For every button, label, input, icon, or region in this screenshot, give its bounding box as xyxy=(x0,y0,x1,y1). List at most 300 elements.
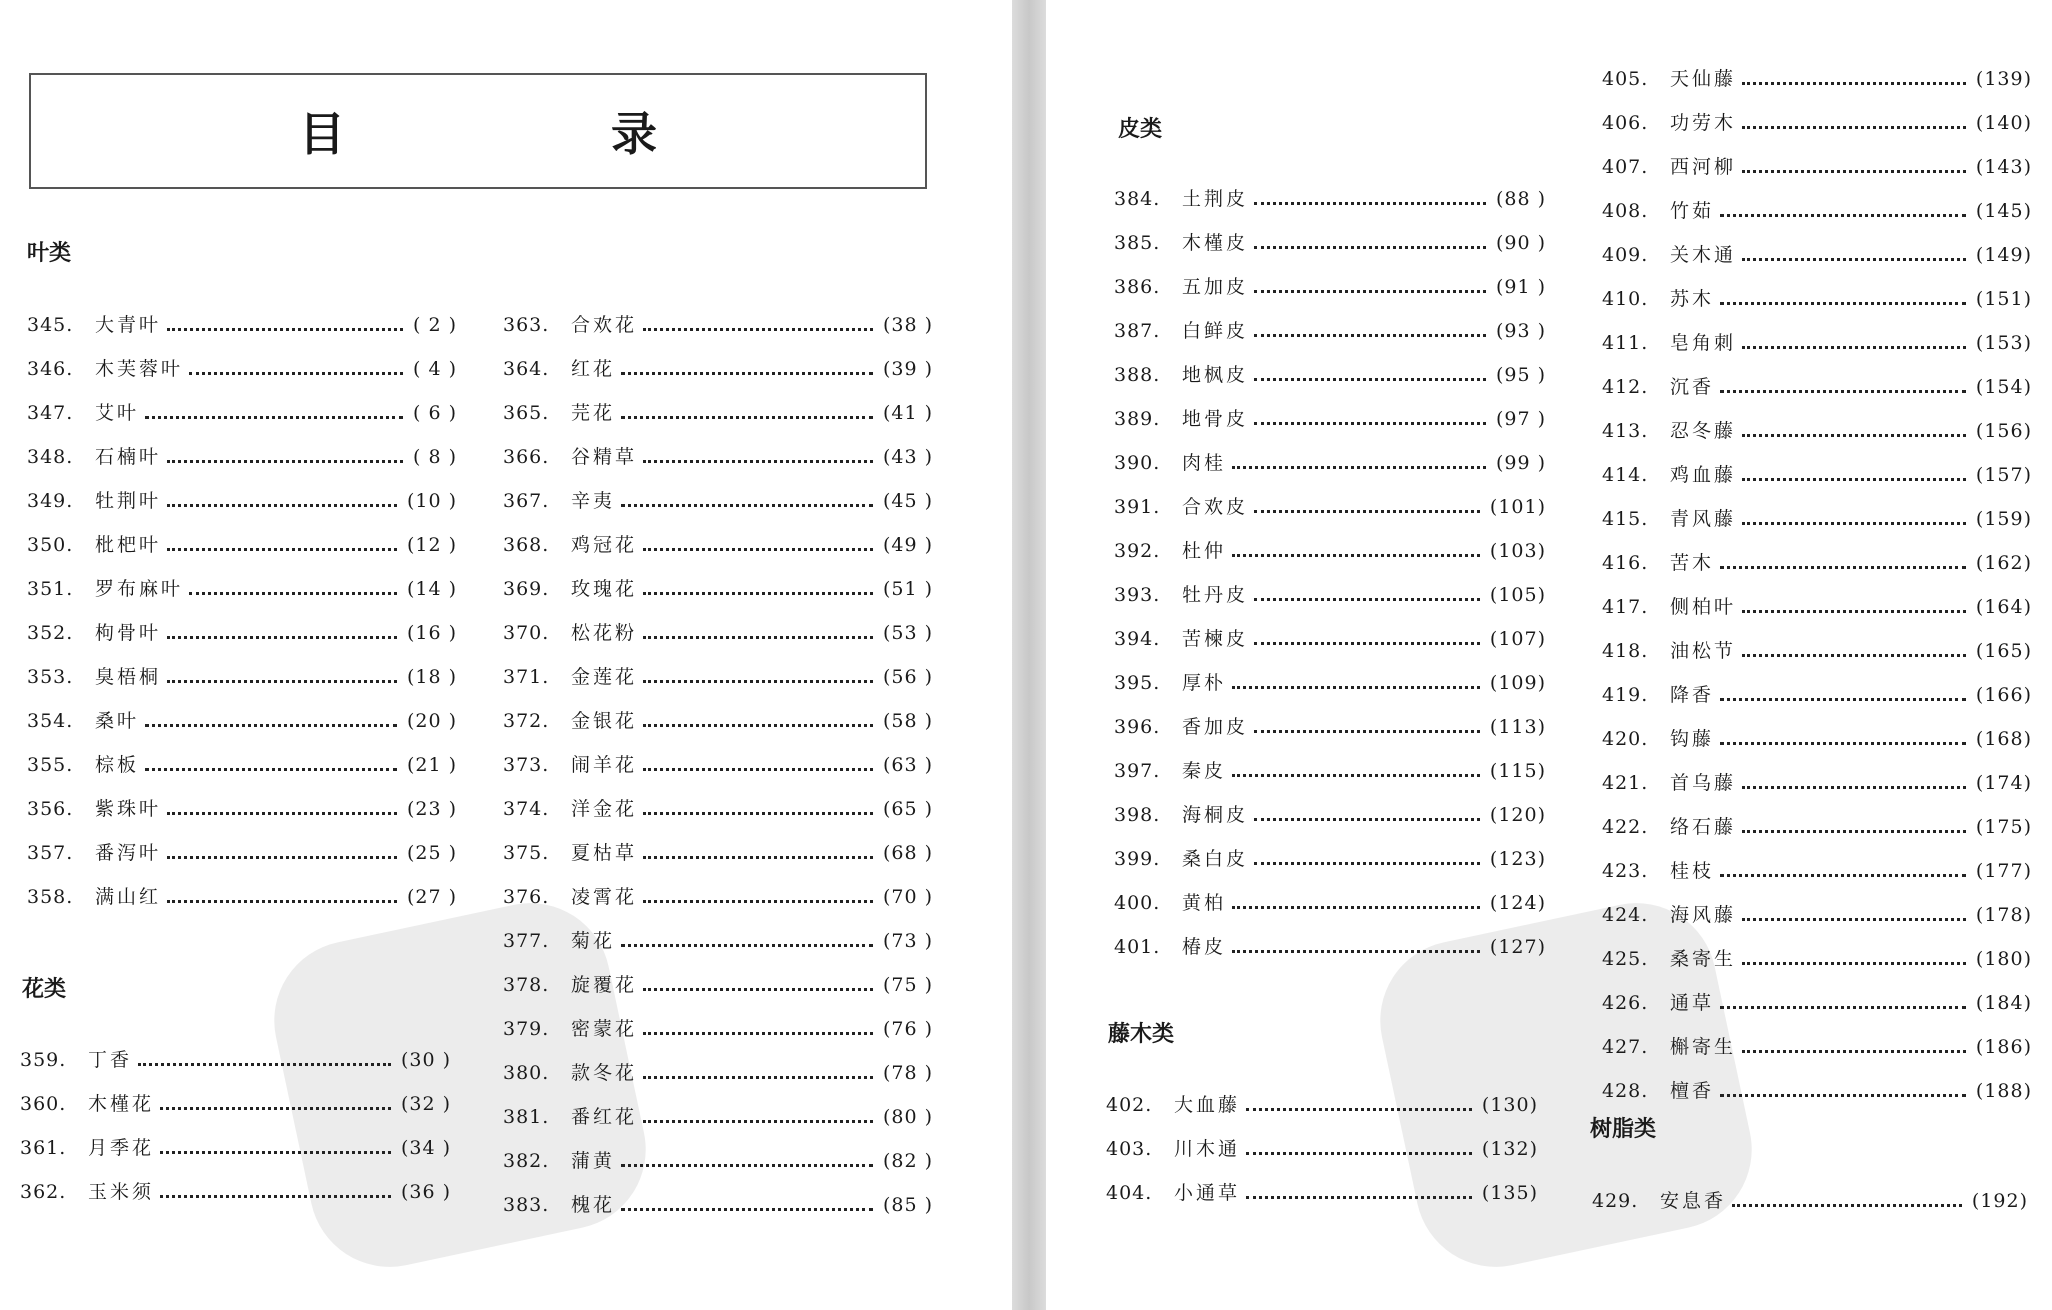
toc-entry[interactable] xyxy=(27,486,457,530)
entry-number: 368. xyxy=(503,534,550,556)
toc-entry[interactable] xyxy=(503,442,933,486)
entry-number: 382. xyxy=(503,1150,550,1172)
entry-page: (88 ) xyxy=(1495,188,1546,210)
toc-entry[interactable] xyxy=(503,398,933,442)
toc-entry[interactable] xyxy=(503,354,933,398)
entry-page: (164) xyxy=(1975,596,2032,618)
leader-dots xyxy=(138,1062,391,1066)
entry-page: (34 ) xyxy=(400,1137,451,1159)
entry-name: 凌霄花 xyxy=(571,886,638,908)
entry-number: 358. xyxy=(27,886,74,908)
entry-number: 415. xyxy=(1602,508,1649,530)
toc-entry[interactable] xyxy=(1114,712,1546,756)
toc-entry[interactable] xyxy=(1114,624,1546,668)
entry-name: 牡荆叶 xyxy=(95,490,162,512)
entry-number: 370. xyxy=(503,622,550,644)
entry-name: 五加皮 xyxy=(1182,276,1249,298)
entry-page: (76 ) xyxy=(882,1018,933,1040)
entry-page: (184) xyxy=(1975,992,2032,1014)
leader-dots xyxy=(1742,785,1966,789)
entry-name: 槲寄生 xyxy=(1670,1036,1737,1058)
leader-dots xyxy=(1742,81,1966,85)
entry-name: 忍冬藤 xyxy=(1670,420,1737,442)
entry-number: 428. xyxy=(1602,1080,1649,1102)
entry-name: 木槿花 xyxy=(88,1093,155,1115)
entry-page: (43 ) xyxy=(882,446,933,468)
toc-entry[interactable] xyxy=(27,838,457,882)
entry-name: 闹羊花 xyxy=(571,754,638,776)
entry-name: 菊花 xyxy=(571,930,616,952)
toc-entry[interactable] xyxy=(27,530,457,574)
section-heading-leaves: 叶类 xyxy=(27,241,72,266)
entry-page: (99 ) xyxy=(1495,452,1546,474)
toc-column xyxy=(20,1045,451,1221)
entry-number: 384. xyxy=(1114,188,1161,210)
entry-number: 424. xyxy=(1602,904,1649,926)
entry-number: 381. xyxy=(503,1106,550,1128)
entry-number: 412. xyxy=(1602,376,1649,398)
entry-name: 土荆皮 xyxy=(1182,188,1249,210)
entry-number: 363. xyxy=(503,314,550,336)
entry-page: (97 ) xyxy=(1495,408,1546,430)
entry-name: 香加皮 xyxy=(1182,716,1249,738)
toc-entry[interactable] xyxy=(1114,492,1546,536)
entry-page: (123) xyxy=(1489,848,1546,870)
toc-entry[interactable] xyxy=(1602,416,2032,460)
section-heading-vines: 藤木类 xyxy=(1108,1022,1175,1047)
leader-dots xyxy=(167,855,397,859)
toc-entry[interactable] xyxy=(1602,724,2032,768)
toc-entry[interactable] xyxy=(1602,372,2032,416)
entry-page: ( 6 ) xyxy=(413,402,457,424)
toc-entry[interactable] xyxy=(1602,856,2032,900)
toc-entry[interactable] xyxy=(1114,756,1546,800)
leader-dots xyxy=(643,679,873,683)
toc-entry[interactable] xyxy=(503,530,933,574)
entry-number: 373. xyxy=(503,754,550,776)
entry-number: 376. xyxy=(503,886,550,908)
entry-page: (174) xyxy=(1975,772,2032,794)
entry-number: 348. xyxy=(27,446,74,468)
entry-name: 桂枝 xyxy=(1670,860,1715,882)
entry-name: 椿皮 xyxy=(1182,936,1227,958)
leader-dots xyxy=(1720,301,1966,305)
leader-dots xyxy=(1742,433,1966,437)
entry-name: 洋金花 xyxy=(571,798,638,820)
leader-dots xyxy=(1232,465,1486,469)
entry-name: 侧柏叶 xyxy=(1670,596,1737,618)
entry-number: 425. xyxy=(1602,948,1649,970)
toc-entry[interactable] xyxy=(20,1177,451,1221)
toc-entry[interactable] xyxy=(1602,636,2032,680)
entry-page: (175) xyxy=(1975,816,2032,838)
entry-number: 416. xyxy=(1602,552,1649,574)
leader-dots xyxy=(643,635,873,639)
leader-dots xyxy=(1742,653,1966,657)
entry-name: 竹茹 xyxy=(1670,200,1715,222)
entry-name: 厚朴 xyxy=(1182,672,1227,694)
leader-dots xyxy=(1254,289,1486,293)
leader-dots xyxy=(1254,817,1480,821)
toc-entry[interactable] xyxy=(1114,580,1546,624)
toc-entry[interactable] xyxy=(1602,812,2032,856)
entry-name: 番红花 xyxy=(571,1106,638,1128)
entry-page: (93 ) xyxy=(1495,320,1546,342)
leader-dots xyxy=(167,679,397,683)
toc-entry[interactable] xyxy=(503,750,933,794)
entry-name: 臭梧桐 xyxy=(95,666,162,688)
toc-entry[interactable] xyxy=(503,618,933,662)
entry-number: 426. xyxy=(1602,992,1649,1014)
leader-dots xyxy=(1742,521,1966,525)
toc-entry[interactable] xyxy=(1602,328,2032,372)
entry-name: 玫瑰花 xyxy=(571,578,638,600)
entry-page: (18 ) xyxy=(406,666,457,688)
toc-entry[interactable] xyxy=(1114,404,1546,448)
toc-entry[interactable] xyxy=(27,310,457,354)
entry-number: 389. xyxy=(1114,408,1161,430)
leader-dots xyxy=(621,1163,873,1167)
entry-number: 422. xyxy=(1602,816,1649,838)
entry-number: 421. xyxy=(1602,772,1649,794)
toc-entry[interactable] xyxy=(1114,448,1546,492)
leader-dots xyxy=(1254,729,1480,733)
entry-name: 枸骨叶 xyxy=(95,622,162,644)
toc-entry[interactable] xyxy=(1114,668,1546,712)
entry-name: 松花粉 xyxy=(571,622,638,644)
leader-dots xyxy=(1742,917,1966,921)
entry-name: 西河柳 xyxy=(1670,156,1737,178)
entry-name: 丁香 xyxy=(88,1049,133,1071)
entry-number: 346. xyxy=(27,358,74,380)
entry-page: (14 ) xyxy=(406,578,457,600)
entry-name: 苦楝皮 xyxy=(1182,628,1249,650)
toc-entry[interactable] xyxy=(1602,460,2032,504)
entry-page: (127) xyxy=(1489,936,1546,958)
entry-page: (156) xyxy=(1975,420,2032,442)
entry-name: 槐花 xyxy=(571,1194,616,1216)
entry-page: (32 ) xyxy=(400,1093,451,1115)
entry-name: 黄柏 xyxy=(1182,892,1227,914)
leader-dots xyxy=(643,855,873,859)
entry-name: 款冬花 xyxy=(571,1062,638,1084)
entry-page: (188) xyxy=(1975,1080,2032,1102)
entry-name: 地枫皮 xyxy=(1182,364,1249,386)
toc-entry[interactable] xyxy=(1602,64,2032,108)
entry-number: 361. xyxy=(20,1137,67,1159)
leader-dots xyxy=(643,723,873,727)
entry-number: 387. xyxy=(1114,320,1161,342)
entry-number: 411. xyxy=(1602,332,1649,354)
leader-dots xyxy=(1232,773,1480,777)
toc-entry[interactable] xyxy=(1114,272,1546,316)
entry-page: (80 ) xyxy=(882,1106,933,1128)
toc-entry[interactable] xyxy=(1602,768,2032,812)
entry-page: (38 ) xyxy=(882,314,933,336)
entry-name: 白鲜皮 xyxy=(1182,320,1249,342)
toc-entry[interactable] xyxy=(1602,240,2032,284)
toc-entry[interactable] xyxy=(1114,536,1546,580)
entry-name: 大青叶 xyxy=(95,314,162,336)
entry-page: (73 ) xyxy=(882,930,933,952)
toc-entry[interactable] xyxy=(1114,932,1546,976)
toc-entry[interactable] xyxy=(1602,504,2032,548)
leader-dots xyxy=(621,503,873,507)
entry-name: 密蒙花 xyxy=(571,1018,638,1040)
entry-number: 386. xyxy=(1114,276,1161,298)
entry-number: 392. xyxy=(1114,540,1161,562)
toc-entry[interactable] xyxy=(1114,888,1546,932)
leader-dots xyxy=(1720,697,1966,701)
entry-number: 349. xyxy=(27,490,74,512)
leader-dots xyxy=(1254,641,1480,645)
toc-entry[interactable] xyxy=(503,1014,933,1058)
entry-page: (68 ) xyxy=(882,842,933,864)
toc-entry[interactable] xyxy=(1602,988,2032,1032)
entry-page: (10 ) xyxy=(406,490,457,512)
entry-number: 345. xyxy=(27,314,74,336)
leader-dots xyxy=(1254,333,1486,337)
toc-entry[interactable] xyxy=(27,750,457,794)
entry-number: 379. xyxy=(503,1018,550,1040)
leader-dots xyxy=(167,503,397,507)
toc-entry[interactable] xyxy=(503,1058,933,1102)
leader-dots xyxy=(1742,125,1966,129)
leader-dots xyxy=(621,415,873,419)
entry-number: 420. xyxy=(1602,728,1649,750)
toc-entry[interactable] xyxy=(503,574,933,618)
entry-name: 满山红 xyxy=(95,886,162,908)
entry-page: (39 ) xyxy=(882,358,933,380)
leader-dots xyxy=(643,767,873,771)
toc-entry[interactable] xyxy=(503,882,933,926)
entry-name: 番泻叶 xyxy=(95,842,162,864)
entry-page: (135) xyxy=(1481,1182,1538,1204)
entry-number: 406. xyxy=(1602,112,1649,134)
toc-entry[interactable] xyxy=(27,574,457,618)
entry-number: 360. xyxy=(20,1093,67,1115)
entry-page: (168) xyxy=(1975,728,2032,750)
toc-column xyxy=(27,310,457,926)
leader-dots xyxy=(145,767,397,771)
entry-name: 降香 xyxy=(1670,684,1715,706)
entry-page: (51 ) xyxy=(882,578,933,600)
toc-entry[interactable] xyxy=(27,398,457,442)
toc-entry[interactable] xyxy=(503,486,933,530)
toc-entry[interactable] xyxy=(503,970,933,1014)
leader-dots xyxy=(1254,509,1480,513)
toc-entry[interactable] xyxy=(503,1190,933,1234)
entry-number: 405. xyxy=(1602,68,1649,90)
entry-number: 408. xyxy=(1602,200,1649,222)
toc-entry[interactable] xyxy=(503,1146,933,1190)
leader-dots xyxy=(1742,345,1966,349)
entry-page: (101) xyxy=(1489,496,1546,518)
entry-number: 404. xyxy=(1106,1182,1153,1204)
entry-page: (145) xyxy=(1975,200,2032,222)
leader-dots xyxy=(160,1194,391,1198)
leader-dots xyxy=(1232,949,1480,953)
leader-dots xyxy=(1254,377,1486,381)
toc-entry[interactable] xyxy=(1602,548,2032,592)
leader-dots xyxy=(1720,1093,1966,1097)
entry-number: 364. xyxy=(503,358,550,380)
toc-entry[interactable] xyxy=(1602,152,2032,196)
entry-number: 414. xyxy=(1602,464,1649,486)
entry-name: 木芙蓉叶 xyxy=(95,358,184,380)
entry-page: (82 ) xyxy=(882,1150,933,1172)
toc-entry[interactable] xyxy=(503,706,933,750)
toc-entry[interactable] xyxy=(27,662,457,706)
toc-entry[interactable] xyxy=(1602,196,2032,240)
entry-number: 355. xyxy=(27,754,74,776)
leader-dots xyxy=(1232,685,1480,689)
entry-name: 合欢花 xyxy=(571,314,638,336)
toc-entry[interactable] xyxy=(20,1045,451,1089)
entry-number: 380. xyxy=(503,1062,550,1084)
toc-entry[interactable] xyxy=(27,882,457,926)
entry-number: 353. xyxy=(27,666,74,688)
entry-number: 390. xyxy=(1114,452,1161,474)
leader-dots xyxy=(145,723,397,727)
entry-number: 397. xyxy=(1114,760,1161,782)
entry-page: (30 ) xyxy=(400,1049,451,1071)
toc-entry[interactable] xyxy=(1592,1186,2028,1230)
entry-page: (109) xyxy=(1489,672,1546,694)
entry-page: (95 ) xyxy=(1495,364,1546,386)
toc-entry[interactable] xyxy=(503,926,933,970)
entry-number: 366. xyxy=(503,446,550,468)
toc-entry[interactable] xyxy=(27,706,457,750)
toc-entry[interactable] xyxy=(20,1133,451,1177)
toc-entry[interactable] xyxy=(1602,284,2032,328)
entry-page: (36 ) xyxy=(400,1181,451,1203)
entry-name: 紫珠叶 xyxy=(95,798,162,820)
entry-page: (180) xyxy=(1975,948,2032,970)
entry-name: 青风藤 xyxy=(1670,508,1737,530)
toc-entry[interactable] xyxy=(20,1089,451,1133)
leader-dots xyxy=(643,327,873,331)
leader-dots xyxy=(1732,1203,1962,1207)
toc-entry[interactable] xyxy=(1602,1032,2032,1076)
page-gutter xyxy=(1012,0,1046,1310)
entry-page: (107) xyxy=(1489,628,1546,650)
entry-name: 夏枯草 xyxy=(571,842,638,864)
entry-name: 合欢皮 xyxy=(1182,496,1249,518)
entry-page: (130) xyxy=(1481,1094,1538,1116)
toc-entry[interactable] xyxy=(1106,1178,1538,1222)
toc-entry[interactable] xyxy=(1114,844,1546,888)
entry-name: 钩藤 xyxy=(1670,728,1715,750)
leader-dots xyxy=(167,811,397,815)
toc-entry[interactable] xyxy=(1114,184,1546,228)
entry-name: 枇杷叶 xyxy=(95,534,162,556)
leader-dots xyxy=(1720,565,1966,569)
entry-name: 檀香 xyxy=(1670,1080,1715,1102)
entry-name: 桑寄生 xyxy=(1670,948,1737,970)
entry-name: 苦木 xyxy=(1670,552,1715,574)
toc-entry[interactable] xyxy=(1602,108,2032,152)
entry-page: (132) xyxy=(1481,1138,1538,1160)
entry-number: 427. xyxy=(1602,1036,1649,1058)
entry-name: 通草 xyxy=(1670,992,1715,1014)
entry-name: 络石藤 xyxy=(1670,816,1737,838)
leader-dots xyxy=(1742,1049,1966,1053)
toc-entry[interactable] xyxy=(503,662,933,706)
leader-dots xyxy=(643,459,873,463)
entry-name: 沉香 xyxy=(1670,376,1715,398)
entry-page: (178) xyxy=(1975,904,2032,926)
entry-name: 红花 xyxy=(571,358,616,380)
toc-entry[interactable] xyxy=(1114,228,1546,272)
entry-page: (166) xyxy=(1975,684,2032,706)
toc-entry[interactable] xyxy=(503,1102,933,1146)
toc-entry[interactable] xyxy=(1602,1076,2032,1120)
toc-entry[interactable] xyxy=(1602,680,2032,724)
toc-entry[interactable] xyxy=(503,794,933,838)
entry-number: 375. xyxy=(503,842,550,864)
entry-name: 天仙藤 xyxy=(1670,68,1737,90)
entry-number: 419. xyxy=(1602,684,1649,706)
entry-number: 398. xyxy=(1114,804,1161,826)
entry-name: 旋覆花 xyxy=(571,974,638,996)
entry-number: 396. xyxy=(1114,716,1161,738)
toc-entry[interactable] xyxy=(27,442,457,486)
entry-page: (159) xyxy=(1975,508,2032,530)
leader-dots xyxy=(167,547,397,551)
entry-page: (177) xyxy=(1975,860,2032,882)
entry-name: 芫花 xyxy=(571,402,616,424)
entry-number: 403. xyxy=(1106,1138,1153,1160)
toc-entry[interactable] xyxy=(1602,592,2032,636)
entry-page: (113) xyxy=(1489,716,1546,738)
leader-dots xyxy=(1246,1107,1472,1111)
leader-dots xyxy=(145,415,403,419)
entry-page: (58 ) xyxy=(882,710,933,732)
entry-page: (157) xyxy=(1975,464,2032,486)
entry-number: 409. xyxy=(1602,244,1649,266)
toc-entry[interactable] xyxy=(1106,1134,1538,1178)
leader-dots xyxy=(189,591,397,595)
entry-name: 鸡血藤 xyxy=(1670,464,1737,486)
toc-entry[interactable] xyxy=(27,794,457,838)
toc-entry[interactable] xyxy=(1106,1090,1538,1134)
toc-entry[interactable] xyxy=(1114,316,1546,360)
toc-entry[interactable] xyxy=(1114,360,1546,404)
entry-page: (78 ) xyxy=(882,1062,933,1084)
toc-entry[interactable] xyxy=(27,618,457,662)
entry-name: 首乌藤 xyxy=(1670,772,1737,794)
toc-entry[interactable] xyxy=(503,310,933,354)
leader-dots xyxy=(643,1075,873,1079)
toc-entry[interactable] xyxy=(1602,900,2032,944)
entry-number: 383. xyxy=(503,1194,550,1216)
entry-page: (90 ) xyxy=(1495,232,1546,254)
toc-entry[interactable] xyxy=(1114,800,1546,844)
leader-dots xyxy=(1254,245,1486,249)
leader-dots xyxy=(1232,553,1480,557)
toc-entry[interactable] xyxy=(503,838,933,882)
entry-name: 玉米须 xyxy=(88,1181,155,1203)
entry-number: 378. xyxy=(503,974,550,996)
toc-entry[interactable] xyxy=(27,354,457,398)
entry-number: 356. xyxy=(27,798,74,820)
page-title: 目 录 xyxy=(299,107,767,161)
entry-number: 354. xyxy=(27,710,74,732)
leader-dots xyxy=(1742,961,1966,965)
toc-entry[interactable] xyxy=(1602,944,2032,988)
leader-dots xyxy=(1246,1195,1472,1199)
